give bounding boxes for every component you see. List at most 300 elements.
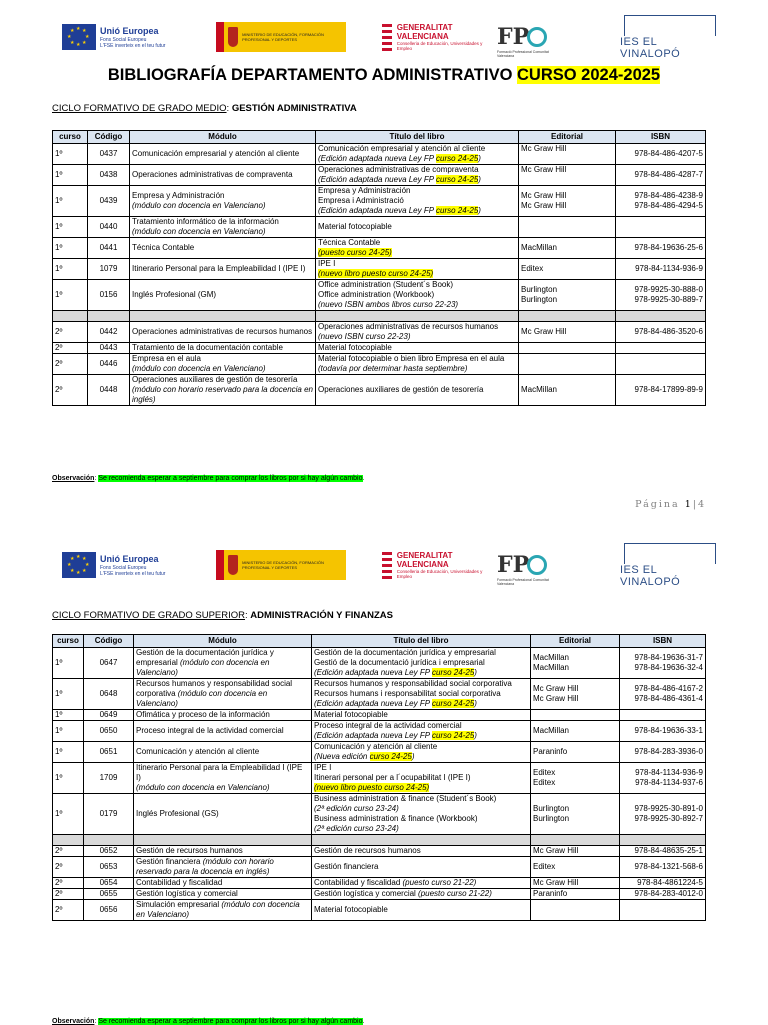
isbn-line: 978-84-19636-31-7 — [634, 653, 703, 662]
cell-titulo — [312, 900, 531, 921]
ies-logo — [620, 542, 720, 588]
cell-titulo — [312, 742, 531, 763]
ies-building-icon — [624, 543, 716, 564]
titulo-line — [318, 175, 516, 185]
cell-modulo — [130, 144, 316, 165]
cell-editorial — [519, 343, 616, 354]
cell-codigo: 0653 — [84, 857, 134, 878]
titulo-text: Material fotocopiable — [318, 222, 392, 231]
cell-isbn — [620, 710, 706, 721]
titulo-text: Empresa i Administració — [318, 196, 404, 205]
editorial-line — [521, 154, 613, 164]
editorial-line — [521, 343, 613, 353]
cell-curso: 1º — [53, 280, 88, 311]
titulo-text: (todavía por determinar hasta septiembre) — [318, 364, 468, 373]
modulo-line — [136, 846, 309, 856]
cell-codigo: 0448 — [88, 375, 130, 406]
modulo-text: (módulo con docencia en Valenciano) — [136, 658, 270, 677]
cell-modulo — [134, 889, 312, 900]
titulo-line — [314, 878, 403, 887]
cell-titulo — [316, 165, 519, 186]
cell-editorial — [519, 322, 616, 343]
modulo-line — [132, 170, 313, 180]
table-row — [53, 259, 706, 280]
table-row — [53, 217, 706, 238]
table-row — [53, 742, 706, 763]
cell-curso: 2º — [53, 846, 84, 857]
editorial-line: Paraninfo — [533, 747, 568, 756]
cell-modulo — [130, 217, 316, 238]
editorial-line — [521, 175, 613, 185]
table-row — [53, 280, 706, 311]
titulo-line — [314, 658, 528, 668]
titulo-text: (Edición adaptada nueva Ley FP — [318, 206, 437, 215]
cell-isbn — [616, 144, 706, 165]
titulo-line — [314, 752, 528, 762]
cell-curso: 1º — [53, 679, 84, 710]
titulo-line — [318, 364, 467, 373]
modulo-text: Comunicación y atención al cliente — [136, 747, 260, 756]
cell-modulo — [134, 878, 312, 889]
cell-codigo: 0648 — [84, 679, 134, 710]
cell-isbn — [620, 794, 706, 835]
editorial-line: Burlington — [521, 295, 558, 304]
cell-codigo: 0647 — [84, 648, 134, 679]
isbn-line: 978-9925-30-889-7 — [634, 295, 703, 304]
ciclo-separator: : — [245, 610, 251, 621]
cell-curso: 2º — [53, 354, 88, 375]
header-editorial: Editorial — [519, 131, 616, 144]
table-row — [53, 322, 706, 343]
cell-isbn — [616, 165, 706, 186]
titulo-text: Gestió de la documentació jurídica i empresarial — [314, 658, 485, 667]
ciclo-name: GESTIÓN ADMINISTRATIVA — [231, 103, 357, 114]
titulo-text: (Edición adaptada nueva Ley FP — [314, 731, 433, 740]
logo-bar — [50, 14, 720, 62]
titulo-tail: ) — [411, 752, 415, 761]
cell-codigo: 0438 — [88, 165, 130, 186]
table-row — [53, 343, 706, 354]
modulo-text: Inglés Profesional (GS) — [136, 809, 219, 818]
bibliography-table — [52, 634, 706, 921]
cell-titulo — [316, 375, 519, 406]
cell-isbn — [620, 742, 706, 763]
titulo-line — [318, 300, 516, 310]
titulo-text: Proceso integral de la actividad comercial — [314, 721, 462, 730]
titulo-line — [318, 385, 516, 395]
editorial-line: Editex — [533, 768, 556, 777]
titulo-text: (nuevo ISBN ambos libros curso 22-23) — [318, 300, 459, 309]
modulo-line — [136, 857, 203, 866]
editorial-line: MacMillan — [533, 663, 570, 672]
table-row — [53, 375, 706, 406]
table-row — [53, 354, 706, 375]
table-row — [53, 144, 706, 165]
titulo-text: Técnica Contable — [318, 238, 381, 247]
observation-text: Se recomienda esperar a septiembre para comprar los libros por si hay algún cambio — [98, 1018, 363, 1025]
editorial-line: Mc Graw Hill — [533, 878, 579, 887]
observation-note: Observación: Se recomienda esperar a septiembre para comprar los libros por si hay algún cambio. — [52, 475, 365, 482]
cell-editorial — [519, 144, 616, 165]
header-titulo: Título del libro — [312, 635, 531, 648]
header-modulo: Módulo — [130, 131, 316, 144]
modulo-text: Gestión de la documentación jurídica y empresarial — [136, 648, 274, 667]
titulo-text: (puesto curso 21-22) — [402, 878, 477, 887]
cell-isbn — [620, 846, 706, 857]
editorial-line: Mc Graw Hill — [533, 694, 579, 703]
isbn-line: 978-9925-30-891-0 — [634, 804, 703, 813]
fp-mark: FP — [497, 552, 530, 578]
titulo-line — [314, 721, 528, 731]
generalitat-mark-icon — [380, 22, 393, 52]
titulo-text: Recursos humans i responsabilitat social corporativa — [314, 689, 501, 698]
cell-editorial — [519, 217, 616, 238]
modulo-line — [132, 264, 313, 274]
cell-isbn — [616, 375, 706, 406]
header-curso: curso — [53, 635, 84, 648]
generalitat-logo — [380, 542, 490, 588]
cell-titulo — [316, 238, 519, 259]
cell-curso: 2º — [53, 900, 84, 921]
titulo-line — [318, 165, 516, 175]
cell-titulo — [316, 280, 519, 311]
modulo-line — [132, 385, 313, 404]
generalitat-line3: Conselleria de Educación, Universidades y Empleo — [396, 41, 483, 51]
modulo-text: Tratamiento informático de la información — [132, 217, 279, 226]
titulo-text: (nuevo ISBN curso 22-23) — [318, 332, 411, 341]
titulo-text: Office administration (Workbook) — [318, 290, 435, 299]
editorial-line: MacMillan — [521, 385, 558, 394]
page-title-course: CURSO 2024-2025 — [517, 66, 661, 84]
generalitat-mark-icon — [380, 550, 393, 580]
cell-editorial — [519, 375, 616, 406]
table-row — [53, 846, 706, 857]
cell-isbn — [616, 343, 706, 354]
modulo-text: Empresa en el aula — [132, 354, 201, 363]
titulo-text: Material fotocopiable — [314, 710, 388, 719]
cell-editorial — [531, 710, 620, 721]
titulo-line — [314, 814, 528, 824]
header-isbn: ISBN — [616, 131, 706, 144]
titulo-line — [314, 742, 528, 752]
isbn-line: 978-84-486-4238-9 — [634, 191, 703, 200]
cell-isbn — [620, 889, 706, 900]
modulo-text: Operaciones administrativas de recursos humanos — [132, 327, 313, 336]
modulo-line — [136, 889, 309, 899]
cell-editorial — [531, 889, 620, 900]
cell-curso: 1º — [53, 165, 88, 186]
titulo-line — [314, 846, 528, 856]
cell-isbn — [620, 857, 706, 878]
header-isbn: ISBN — [620, 635, 706, 648]
modulo-text: Técnica Contable — [132, 243, 195, 252]
titulo-line — [314, 699, 528, 709]
titulo-highlight: curso 24-25 — [436, 154, 479, 163]
modulo-line — [132, 191, 313, 201]
titulo-line — [314, 710, 528, 720]
eu-logo-line1: Fons Social Europeu — [100, 36, 147, 43]
cell-curso: 1º — [53, 710, 84, 721]
titulo-text: Recursos humanos y responsabilidad social corporativa — [314, 679, 512, 688]
titulo-line — [314, 648, 528, 658]
cell-codigo: 0437 — [88, 144, 130, 165]
titulo-tail: ) — [478, 175, 481, 184]
editorial-line: Burlington — [521, 285, 558, 294]
editorial-line — [533, 905, 617, 915]
titulo-text: Gestión de recursos humanos — [314, 846, 421, 855]
cell-curso: 2º — [53, 343, 88, 354]
titulo-tail: ) — [474, 731, 477, 740]
isbn-line: 978-84-486-4287-7 — [634, 170, 703, 179]
modulo-line — [136, 726, 309, 736]
cell-modulo — [134, 900, 312, 921]
cell-isbn — [620, 878, 706, 889]
modulo-line — [136, 710, 309, 720]
modulo-line — [136, 783, 309, 793]
isbn-line: 978-84-17899-89-9 — [634, 385, 703, 394]
titulo-text: Operaciones auxiliares de gestión de tesorería — [318, 385, 484, 394]
cell-titulo — [312, 889, 531, 900]
titulo-line — [318, 259, 516, 269]
gobierno-logo — [216, 542, 346, 588]
modulo-text: (módulo con docencia en Valenciano) — [136, 689, 268, 708]
cell-codigo: 1709 — [84, 763, 134, 794]
cell-isbn — [616, 354, 706, 375]
titulo-text: (2ª edición curso 23-24) — [314, 824, 399, 833]
isbn-line: 978-84-1321-568-6 — [634, 862, 703, 871]
generalitat-line1: GENERALITAT — [396, 23, 453, 32]
titulo-highlight: (nuevo libro puesto curso 24-25) — [318, 269, 434, 278]
isbn-line: 978-84-486-4207-5 — [634, 149, 703, 158]
titulo-line — [318, 238, 516, 248]
titulo-line — [318, 154, 516, 164]
cell-editorial — [531, 878, 620, 889]
cell-editorial — [519, 280, 616, 311]
logo-bar — [50, 542, 720, 590]
editorial-line — [521, 359, 613, 369]
modulo-text: Operaciones administrativas de compraventa — [132, 170, 293, 179]
cell-titulo — [312, 794, 531, 835]
titulo-line — [314, 862, 528, 872]
cell-curso: 1º — [53, 648, 84, 679]
page-title-main: BIBLIOGRAFÍA DEPARTAMENTO ADMINISTRATIVO — [107, 66, 518, 84]
titulo-text: Operaciones administrativas de compraventa — [318, 165, 479, 174]
generalitat-logo — [380, 14, 490, 60]
editorial-line: MacMillan — [521, 243, 558, 252]
cell-titulo — [316, 354, 519, 375]
cell-modulo — [130, 186, 316, 217]
cell-isbn — [620, 721, 706, 742]
table-row — [53, 889, 706, 900]
cell-titulo — [312, 679, 531, 710]
modulo-text: (módulo con horario reservado para la docencia en inglés) — [136, 857, 274, 876]
cell-curso: 1º — [53, 721, 84, 742]
cell-modulo — [134, 846, 312, 857]
cell-titulo — [316, 217, 519, 238]
cell-editorial — [531, 679, 620, 710]
modulo-line — [132, 343, 313, 353]
titulo-line — [314, 668, 528, 678]
ciclo-heading — [52, 610, 393, 621]
titulo-line — [314, 689, 528, 699]
isbn-line: 978-84-19636-33-1 — [634, 726, 703, 735]
modulo-line — [136, 878, 309, 888]
titulo-highlight: curso 24-25 — [436, 206, 479, 215]
gobierno-logo-text: MINISTERIO DE EDUCACIÓN, FORMACIÓN PROFESIONAL Y DEPORTES — [242, 560, 324, 570]
modulo-text: Recursos humanos y responsabilidad social corporativa — [136, 679, 293, 698]
titulo-text: IPE I — [318, 259, 336, 268]
generalitat-line2: VALENCIANA — [396, 560, 449, 569]
editorial-line: Mc Graw Hill — [521, 191, 567, 200]
editorial-line: MacMillan — [533, 726, 570, 735]
cell-titulo — [312, 846, 531, 857]
titulo-text: Office administration (Student´s Book) — [318, 280, 454, 289]
modulo-text: Itinerario Personal para la Empleabilidad I (IPE I) — [136, 763, 303, 782]
cell-editorial — [531, 721, 620, 742]
cell-codigo: 0649 — [84, 710, 134, 721]
isbn-line: 978-84-486-4167-2 — [634, 684, 703, 693]
document-page-2 — [0, 530, 768, 1024]
cell-isbn — [616, 217, 706, 238]
page-number-current: 1 — [684, 499, 693, 510]
titulo-highlight: curso 24-25 — [432, 731, 475, 740]
cell-modulo — [130, 238, 316, 259]
titulo-line — [318, 322, 498, 331]
cell-editorial — [519, 259, 616, 280]
cell-titulo — [312, 857, 531, 878]
titulo-highlight: curso 24-25 — [436, 175, 479, 184]
table-row — [53, 763, 706, 794]
cell-isbn — [620, 763, 706, 794]
cell-editorial — [531, 794, 620, 835]
titulo-line — [314, 731, 528, 741]
fp-logo — [497, 542, 553, 588]
eu-logo-line2: L'FSE inverteix en el teu futur — [100, 570, 166, 577]
modulo-text: Tratamiento de la documentación contable — [132, 343, 283, 352]
table-body — [53, 144, 706, 406]
editorial-line: MacMillan — [533, 653, 570, 662]
editorial-line: Mc Graw Hill — [521, 165, 567, 174]
cell-modulo — [134, 710, 312, 721]
titulo-text: Contabilidad y fiscalidad — [314, 878, 403, 887]
cell-modulo — [130, 165, 316, 186]
cell-editorial — [531, 857, 620, 878]
titulo-line — [318, 290, 516, 300]
header-codigo: Código — [84, 635, 134, 648]
isbn-line: 978-84-1134-937-6 — [635, 778, 703, 787]
modulo-line — [136, 809, 309, 819]
titulo-text: Material fotocopiable — [314, 905, 388, 914]
header-curso: curso — [53, 131, 88, 144]
editorial-line: Editex — [521, 264, 544, 273]
titulo-line — [318, 196, 516, 206]
titulo-text: Gestión logística y comercial — [314, 889, 419, 898]
cell-editorial — [519, 165, 616, 186]
cell-curso: 1º — [53, 763, 84, 794]
cell-editorial — [519, 238, 616, 259]
titulo-tail: ) — [478, 206, 481, 215]
editorial-line: Mc Graw Hill — [521, 201, 567, 210]
cell-modulo — [134, 742, 312, 763]
ies-logo-text: IES EL VINALOPÓ — [620, 36, 681, 60]
cell-isbn — [620, 900, 706, 921]
modulo-line — [132, 227, 313, 237]
cell-curso: 1º — [53, 259, 88, 280]
isbn-line: 978-84-283-3936-0 — [634, 747, 703, 756]
titulo-line — [318, 248, 516, 258]
modulo-line — [132, 327, 313, 337]
cell-curso: 1º — [53, 217, 88, 238]
modulo-line — [136, 763, 309, 783]
isbn-line: 978-84-19636-25-6 — [634, 243, 703, 252]
modulo-text: Operaciones auxiliares de gestión de tesorería — [132, 375, 298, 384]
editorial-line: Mc Graw Hill — [521, 144, 567, 153]
titulo-line — [403, 878, 477, 887]
modulo-line — [136, 900, 221, 909]
cell-titulo — [316, 186, 519, 217]
separator-row — [53, 835, 706, 846]
titulo-text: Empresa y Administración — [318, 186, 411, 195]
modulo-text: Itinerario Personal para la Empleabilidad I (IPE I) — [132, 264, 306, 273]
bibliography-table — [52, 130, 706, 406]
editorial-line: Editex — [533, 778, 556, 787]
modulo-text: (módulo con docencia en Valenciano) — [132, 201, 266, 210]
gobierno-logo — [216, 14, 346, 60]
cell-modulo — [130, 280, 316, 311]
modulo-line — [132, 290, 313, 300]
header-modulo: Módulo — [134, 635, 312, 648]
editorial-line: Editex — [533, 862, 556, 871]
editorial-line: Paraninfo — [533, 889, 568, 898]
cell-titulo — [312, 721, 531, 742]
isbn-line: 978-84-48635-25-1 — [634, 846, 703, 855]
ciclo-heading — [52, 103, 357, 114]
observation-label: Observación — [52, 1018, 95, 1025]
titulo-text: Itinerari personal per a l´ocupabilitat I (IPE I) — [314, 773, 471, 782]
titulo-line — [314, 824, 528, 834]
table-row — [53, 794, 706, 835]
cell-curso: 2º — [53, 322, 88, 343]
editorial-line — [533, 710, 617, 720]
titulo-line — [318, 354, 504, 363]
titulo-text: (2ª edición curso 23-24) — [314, 804, 399, 813]
modulo-text: (módulo con docencia en Valenciano) — [136, 900, 300, 919]
ciclo-name: ADMINISTRACIÓN Y FINANZAS — [250, 610, 393, 621]
cell-codigo: 0651 — [84, 742, 134, 763]
cell-curso: 2º — [53, 889, 84, 900]
cell-curso: 1º — [53, 794, 84, 835]
cell-editorial — [531, 742, 620, 763]
cell-modulo — [130, 259, 316, 280]
eu-flag-icon: ★ ★ ★ ★ ★ ★ ★ ★ — [62, 552, 96, 578]
cell-modulo — [134, 794, 312, 835]
modulo-text: Simulación empresarial — [136, 900, 222, 909]
observation-text: Se recomienda esperar a septiembre para comprar los libros por si hay algún cambio — [98, 475, 363, 482]
cell-titulo — [316, 259, 519, 280]
coat-of-arms-icon — [228, 555, 239, 575]
titulo-highlight: curso 24-25 — [432, 699, 475, 708]
separator-row — [53, 311, 706, 322]
titulo-line — [318, 222, 516, 232]
table-row — [53, 238, 706, 259]
observation-note: Observación: Se recomienda esperar a septiembre para comprar los libros por si hay algún cambio. — [52, 1018, 365, 1025]
titulo-text: (Edición adaptada nueva Ley FP — [314, 699, 433, 708]
cell-editorial — [519, 186, 616, 217]
titulo-text: Business administration & finance (Workbook) — [314, 814, 478, 823]
modulo-text: (módulo con horario reservado para la docencia en inglés) — [132, 385, 313, 404]
ciclo-prefix: CICLO FORMATIVO DE GRADO SUPERIOR — [52, 610, 246, 621]
observation-label: Observación — [52, 475, 95, 482]
